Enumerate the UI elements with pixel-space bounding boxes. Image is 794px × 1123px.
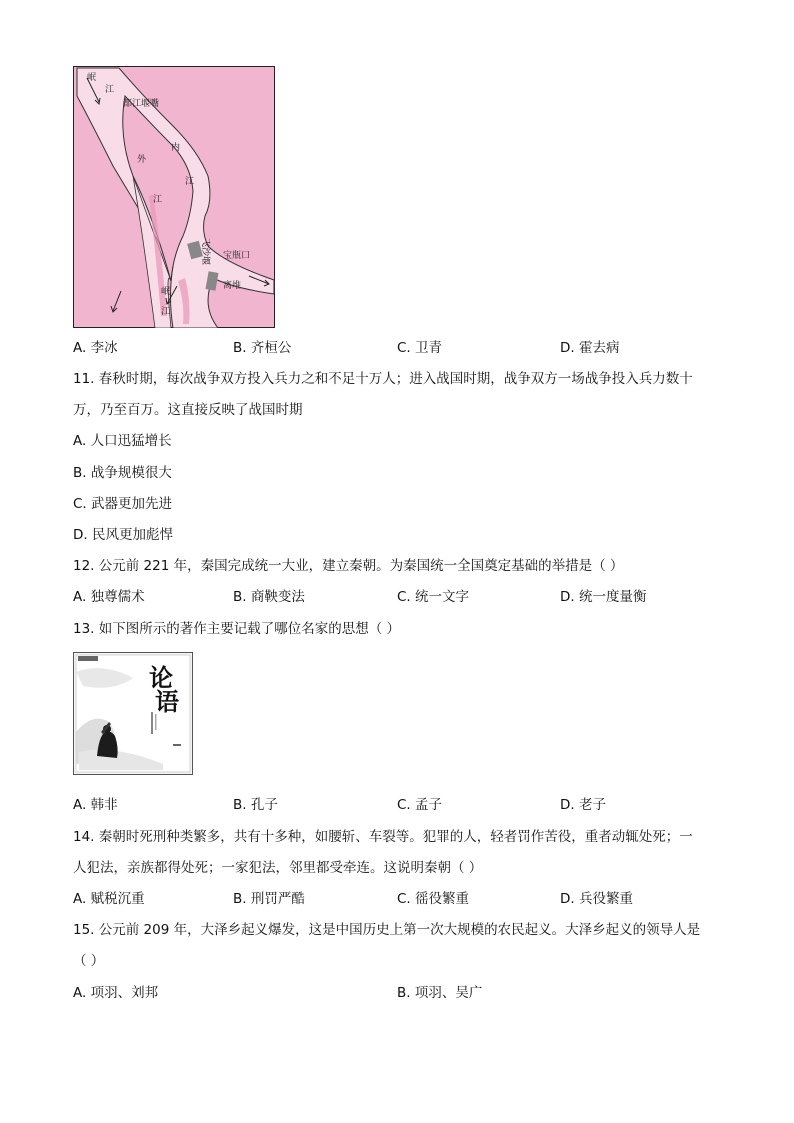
map-label-jiang-bottom: 江 [161, 307, 171, 317]
q11-option-b: B. 战争规模很大 [73, 465, 172, 481]
map-label-waijiang-jiang: 江 [153, 195, 163, 205]
q14-option-b: B. 刑罚严酷 [233, 891, 305, 907]
q12-option-c: C. 统一文字 [397, 589, 470, 605]
q12-stem: 12. 公元前 221 年，秦国完成统一大业，建立秦朝。为秦国统一全国奠定基础的举措是（ ） [73, 558, 624, 574]
q13-stem: 13. 如下图所示的著作主要记载了哪位名家的思想（ ） [73, 621, 401, 637]
q11-option-a: A. 人口迅猛增长 [73, 433, 172, 449]
q13-option-c: C. 孟子 [397, 797, 443, 813]
q14-stem-line2: 人犯法，亲族都得处死；一家犯法，邻里都受牵连。这说明秦朝（ ） [73, 860, 483, 876]
map-label-jiang-top: 江 [105, 85, 115, 95]
map-label-dujiang-weir: 都江堰嘴 [123, 99, 160, 109]
q15-option-a: A. 项羽、刘邦 [73, 985, 159, 1001]
book-title-char-1: 论 [149, 663, 173, 692]
map-label-neijiang-jiang: 江 [185, 177, 195, 187]
lunyu-book-cover [73, 652, 193, 775]
map-label-lidui: 离堆 [223, 281, 242, 291]
q10-option-c: C. 卫青 [397, 340, 443, 356]
q10-option-b: B. 齐桓公 [233, 340, 292, 356]
q15-option-b: B. 项羽、吴广 [397, 985, 483, 1001]
q10-option-d: D. 霍去病 [560, 340, 620, 356]
q13-option-d: D. 老子 [560, 797, 606, 813]
q10-option-a: A. 李冰 [73, 340, 118, 356]
map-label-min-top: 岷 [87, 73, 97, 83]
map-label-wai: 外 [137, 155, 147, 165]
q13-option-b: B. 孔子 [233, 797, 278, 813]
q11-option-c: C. 武器更加先进 [73, 496, 173, 512]
q14-stem-line1: 14. 秦朝时死刑种类繁多，共有十多种，如腰斩、车裂等。犯罪的人，轻者罚作苦役，重者动辄处死；一 [73, 829, 693, 845]
q14-option-c: C. 徭役繁重 [397, 891, 470, 907]
map-label-nei: 内 [171, 143, 181, 153]
book-title-char-2: 语 [155, 687, 179, 716]
q12-option-a: A. 独尊儒术 [73, 589, 145, 605]
q11-stem-line2: 万，乃至百万。这直接反映了战国时期 [73, 402, 303, 418]
q11-stem-line1: 11. 春秋时期，每次战争双方投入兵力之和不足十万人；进入战国时期，战争双方一场战争投入兵力数十 [73, 371, 693, 387]
q11-option-d: D. 民风更加彪悍 [73, 527, 173, 543]
map-label-baopingkou: 宝瓶口 [223, 251, 251, 261]
q15-stem-line1: 15. 公元前 209 年，大泽乡起义爆发，这是中国历史上第一次大规模的农民起义。大泽乡起义的领导人是 [73, 922, 701, 938]
map-label-feishayan: 飞沙堰 [200, 238, 210, 266]
q14-option-a: A. 赋税沉重 [73, 891, 145, 907]
q14-option-d: D. 兵役繁重 [560, 891, 633, 907]
q12-option-d: D. 统一度量衡 [560, 589, 647, 605]
q12-option-b: B. 商鞅变法 [233, 589, 305, 605]
q13-option-a: A. 韩非 [73, 797, 118, 813]
map-label-min-bottom: 岷 [161, 287, 171, 297]
dujiangyan-map [73, 66, 275, 328]
q15-stem-line2: （ ） [73, 953, 105, 969]
